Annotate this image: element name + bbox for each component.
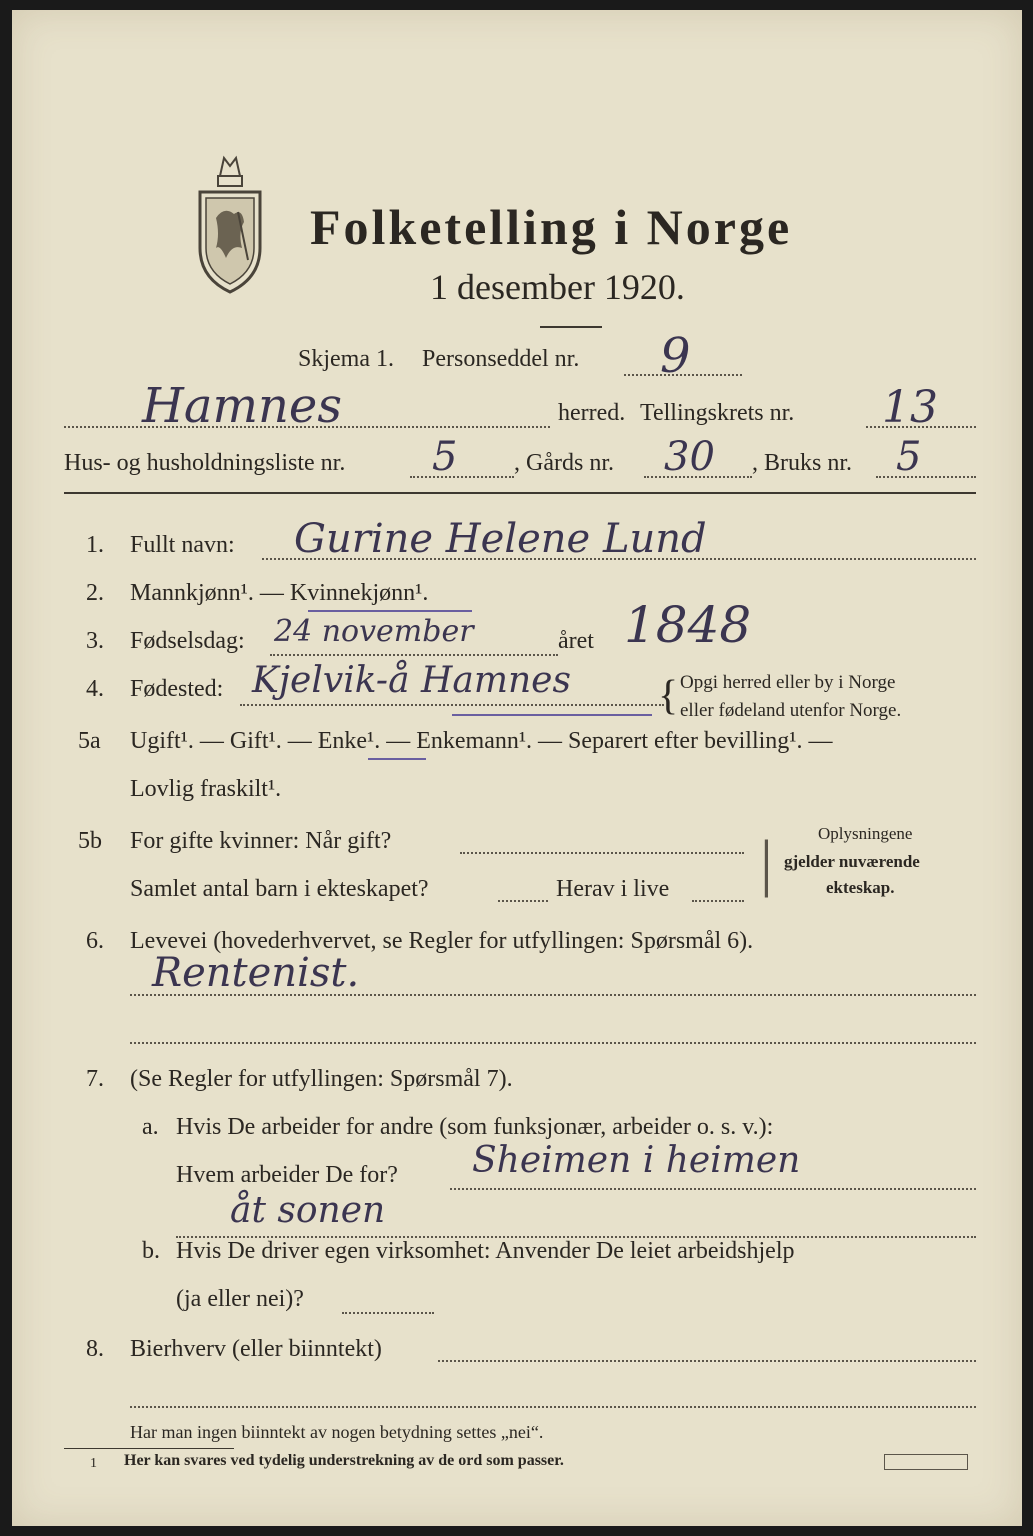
herred-value[interactable]: Hamnes xyxy=(142,378,342,434)
footnote-text: Her kan svares ved tydelig understrekning av de ord som passer. xyxy=(124,1452,564,1469)
q5b-children-total: Samlet antal barn i ekteskapet? xyxy=(130,876,429,902)
footnote-divider xyxy=(64,1448,234,1449)
q7a-employer-value1[interactable]: Sheimen i heimen xyxy=(472,1140,801,1181)
q6-number: 6. xyxy=(86,928,104,954)
q7-label: (Se Regler for utfyllingen: Spørsmål 7). xyxy=(130,1066,513,1092)
q7a-employer-value2[interactable]: åt sonen xyxy=(230,1190,386,1231)
q7a-employer-line1 xyxy=(450,1188,976,1190)
footnote-number: 1 xyxy=(90,1456,97,1471)
title-divider xyxy=(540,326,602,328)
q5a-number: 5a xyxy=(78,728,101,754)
husholdningsliste-label: Hus- og husholdningsliste nr. xyxy=(64,450,346,476)
tellingskrets-label: Tellingskrets nr. xyxy=(640,400,795,426)
q1-number: 1. xyxy=(86,532,104,558)
q7b-number: b. xyxy=(142,1238,160,1264)
herred-line xyxy=(64,426,550,428)
q3-label: Fødselsdag: xyxy=(130,628,245,654)
q4-number: 4. xyxy=(86,676,104,702)
q6-line1 xyxy=(130,994,976,996)
q6-line2 xyxy=(130,1042,976,1044)
q5b-children-alive: Herav i live xyxy=(556,876,670,902)
q5b-note-line1: Oplysningene xyxy=(818,824,913,843)
q3-line xyxy=(270,654,558,656)
header-divider xyxy=(64,492,976,494)
coat-of-arms-icon xyxy=(190,148,270,294)
q7a-number: a. xyxy=(142,1114,159,1140)
q2-number: 2. xyxy=(86,580,104,606)
q5b-when-married-line xyxy=(460,852,744,854)
q5b-number: 5b xyxy=(78,828,102,854)
bruks-value[interactable]: 5 xyxy=(896,434,922,480)
personseddel-value[interactable]: 9 xyxy=(660,328,691,384)
q6-occupation[interactable]: Rentenist. xyxy=(152,950,360,996)
q3-number: 3. xyxy=(86,628,104,654)
bruks-line xyxy=(876,476,976,478)
q4-note-line1: Opgi herred eller by i Norge xyxy=(680,672,896,693)
q8-number: 8. xyxy=(86,1336,104,1362)
q4-birthplace-underline xyxy=(452,714,652,716)
q4-label: Fødested: xyxy=(130,676,224,702)
husholdningsliste-value[interactable]: 5 xyxy=(432,434,458,480)
personseddel-label: Personseddel nr. xyxy=(422,346,580,372)
q3-year[interactable]: 1848 xyxy=(624,596,752,654)
page-title: Folketelling i Norge xyxy=(310,199,793,255)
q2-gender: Mannkjønn¹. — Kvinnekjønn¹. xyxy=(130,580,429,606)
census-form xyxy=(12,10,1022,1526)
q5b-note-line3: ekteskap. xyxy=(826,878,895,897)
q3-birthday[interactable]: 24 november xyxy=(274,614,474,649)
q1-label: Fullt navn: xyxy=(130,532,235,558)
q3-year-label: året xyxy=(558,628,594,654)
q7b-line2: (ja eller nei)? xyxy=(176,1286,304,1312)
census-date: 1 desember 1920. xyxy=(430,267,685,307)
q4-birthplace[interactable]: Kjelvik-å Hamnes xyxy=(252,660,571,701)
q5a-marital-status: Ugift¹. — Gift¹. — Enke¹. — Enkemann¹. — Separert efter bevilling¹. — xyxy=(130,728,833,754)
q7a-line1: Hvis De arbeider for andre (som funksjonær, arbeider o. s. v.): xyxy=(176,1114,774,1140)
q1-full-name[interactable]: Gurine Helene Lund xyxy=(294,516,707,562)
q7b-line1: Hvis De driver egen virksomhet: Anvender De leiet arbeidshjelp xyxy=(176,1238,795,1264)
q4-note-line2: eller fødeland utenfor Norge. xyxy=(680,700,902,721)
husholdningsliste-line xyxy=(410,476,514,478)
gards-label: , Gårds nr. xyxy=(514,450,614,476)
q5b-children-alive-line xyxy=(692,900,744,902)
q5a-marital-status-line2: Lovlig fraskilt¹. xyxy=(130,776,282,802)
herred-label: herred. xyxy=(558,400,626,426)
gards-value[interactable]: 30 xyxy=(664,434,715,480)
bruks-label: , Bruks nr. xyxy=(752,450,853,476)
schema-label: Skjema 1. xyxy=(298,346,394,372)
q8-line1 xyxy=(438,1360,976,1362)
q5b-children-total-line xyxy=(498,900,548,902)
tellingskrets-value[interactable]: 13 xyxy=(882,382,938,433)
q4-line xyxy=(240,704,664,706)
q8-label: Bierhverv (eller biinntekt) xyxy=(130,1336,382,1362)
q5b-when-married: For gifte kvinner: Når gift? xyxy=(130,828,392,854)
q5a-selection-underline xyxy=(368,758,426,760)
q7a-line2: Hvem arbeider De for? xyxy=(176,1162,398,1188)
printer-stamp xyxy=(884,1454,968,1470)
q7-number: 7. xyxy=(86,1066,104,1092)
footer-note: Har man ingen biinntekt av nogen betydning settes „nei“. xyxy=(130,1422,544,1442)
q2-selection-underline xyxy=(308,610,472,612)
q8-line2 xyxy=(130,1406,976,1408)
q5b-note-line2: gjelder nuværende xyxy=(784,852,920,871)
q7b-answer-line xyxy=(342,1312,434,1314)
q6-label: Levevei (hovederhvervet, se Regler for utfyllingen: Spørsmål 6). xyxy=(130,928,754,954)
q4-note-bracket: { xyxy=(658,673,679,719)
q5b-note-bracket: | xyxy=(760,827,773,898)
